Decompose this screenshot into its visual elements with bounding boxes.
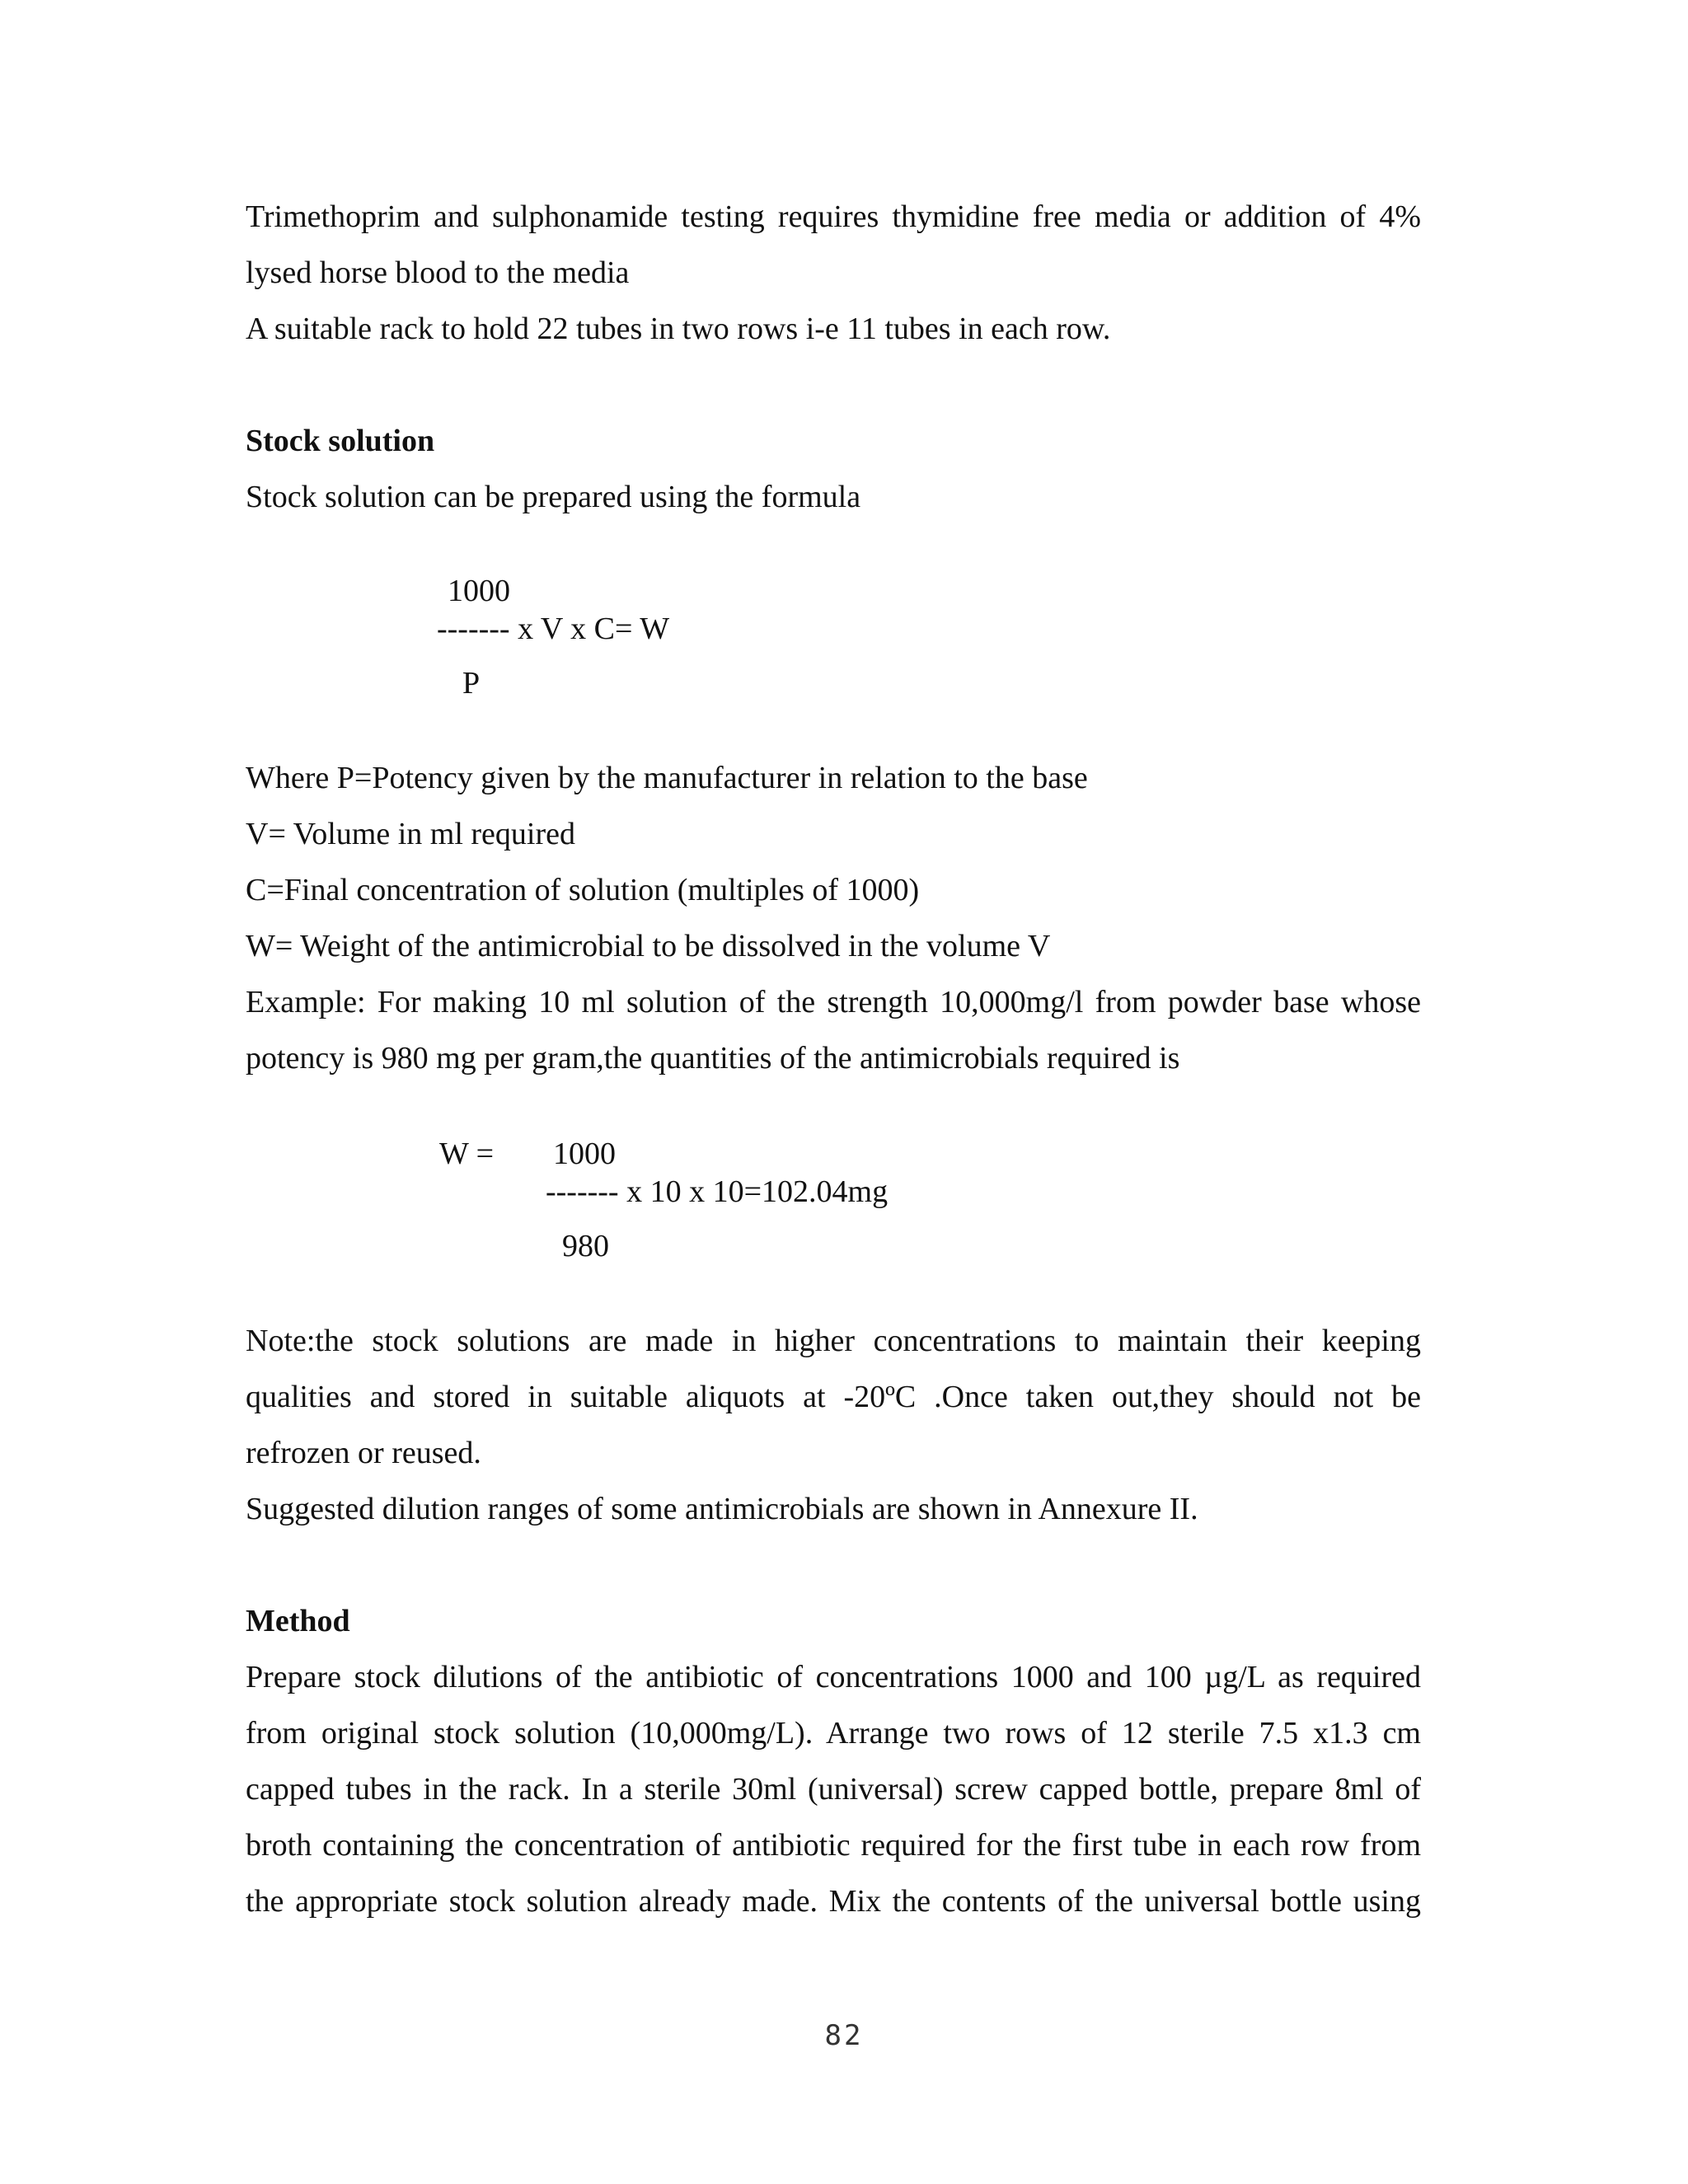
- method-line-5: the appropriate stock solution already made. Mix the contents of the universal bottle using: [246, 1884, 1421, 1919]
- page-number: 82: [824, 2019, 864, 2052]
- method-line-1: Prepare stock dilutions of the antibiotic of concentrations 1000 and 100 µg/L as required: [246, 1660, 1421, 1694]
- example-formula-bar-and-expression: ------- x 10 x 10=102.04mg: [546, 1174, 889, 1209]
- formula-denominator: P: [462, 666, 481, 701]
- intro-line-2: lysed horse blood to the media: [246, 255, 630, 290]
- definition-volume: V= Volume in ml required: [246, 817, 575, 851]
- suggested-dilution-line: Suggested dilution ranges of some antimicrobials are shown in Annexure II.: [246, 1492, 1198, 1526]
- note-line-3: refrozen or reused.: [246, 1436, 481, 1470]
- example-formula-denominator: 980: [562, 1229, 609, 1263]
- note-line-2: qualities and stored in suitable aliquots at -20ºC .Once taken out,they should not be: [246, 1380, 1421, 1414]
- formula-numerator: 1000: [448, 574, 510, 608]
- note-line-1: Note:the stock solutions are made in higher concentrations to maintain their keeping: [246, 1324, 1421, 1358]
- method-line-4: broth containing the concentration of antibiotic required for the first tube in each row from: [246, 1828, 1421, 1863]
- intro-line-3: A suitable rack to hold 22 tubes in two rows i-e 11 tubes in each row.: [246, 312, 1111, 346]
- formula-bar-and-expression: ------- x V x C= W: [437, 612, 670, 646]
- definition-concentration: C=Final concentration of solution (multiples of 1000): [246, 873, 920, 907]
- stock-solution-heading: Stock solution: [246, 424, 435, 458]
- intro-line-1: Trimethoprim and sulphonamide testing requires thymidine free media or addition of 4%: [246, 199, 1421, 234]
- example-line-2: potency is 980 mg per gram,the quantities of the antimicrobials required is: [246, 1041, 1180, 1076]
- definition-weight: W= Weight of the antimicrobial to be dissolved in the volume V: [246, 929, 1051, 963]
- definition-potency: Where P=Potency given by the manufacturer in relation to the base: [246, 761, 1088, 795]
- method-heading: Method: [246, 1604, 350, 1638]
- example-formula-lhs: W =: [439, 1137, 495, 1171]
- method-line-3: capped tubes in the rack. In a sterile 30ml (universal) screw capped bottle, prepare 8ml of: [246, 1772, 1421, 1807]
- stock-solution-intro: Stock solution can be prepared using the formula: [246, 480, 861, 514]
- example-formula-numerator: 1000: [553, 1137, 616, 1171]
- example-line-1: Example: For making 10 ml solution of the strength 10,000mg/l from powder base whose: [246, 985, 1421, 1019]
- method-line-2: from original stock solution (10,000mg/L). Arrange two rows of 12 sterile 7.5 x1.3 cm: [246, 1716, 1421, 1750]
